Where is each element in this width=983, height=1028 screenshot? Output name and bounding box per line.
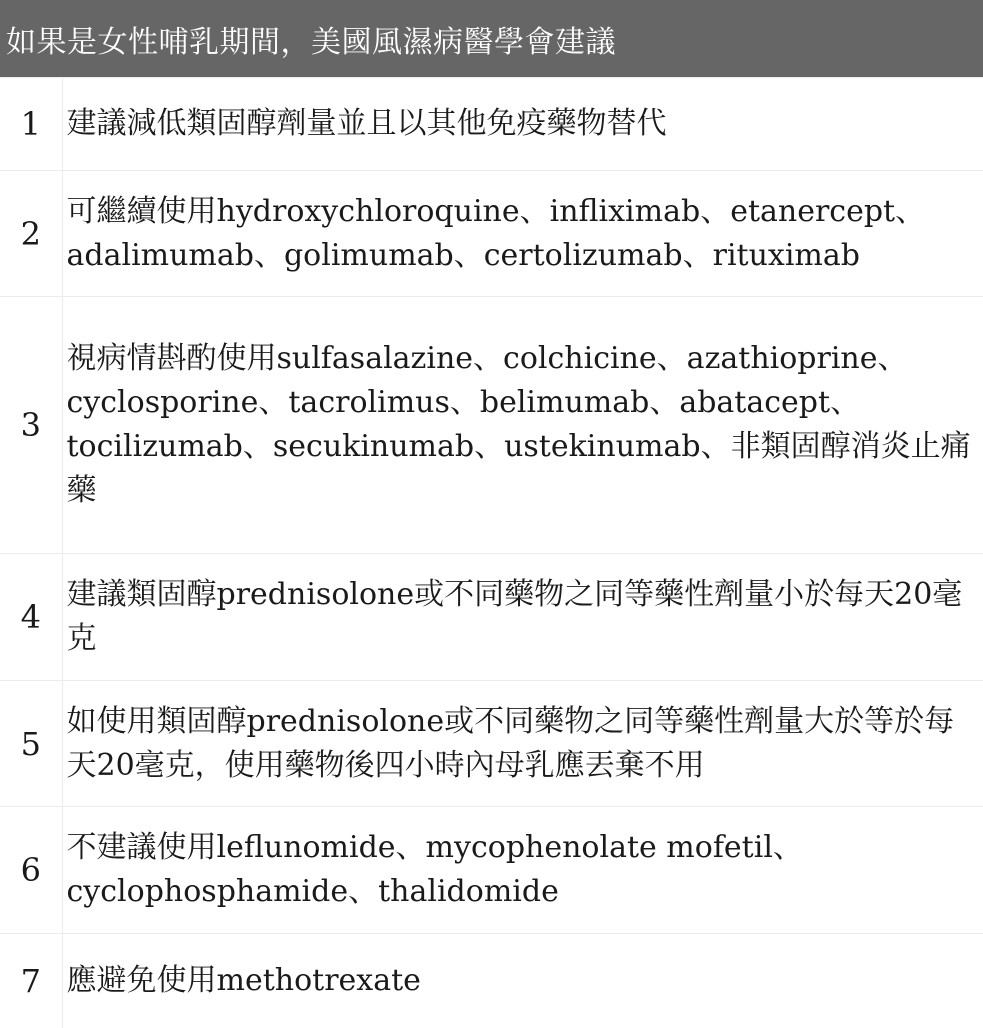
table-row: [0, 681, 983, 807]
header-title: 如果是女性哺乳期間，美國風濕病醫學會建議: [6, 17, 616, 61]
row-text: 不建議使用leflunomide、mycophenolate mofetil、cyclophosphamide、thalidomide: [62, 807, 983, 934]
row-number: 3: [0, 297, 62, 554]
table-row: [0, 171, 983, 297]
row-text: 如使用類固醇prednisolone或不同藥物之同等藥性劑量大於等於每天20毫克，使用藥物後四小時內母乳應丟棄不用: [62, 681, 983, 807]
row-text: 建議減低類固醇劑量並且以其他免疫藥物替代: [62, 78, 983, 171]
table-row: [0, 807, 983, 934]
row-text: 應避免使用methotrexate: [62, 934, 983, 1028]
row-text: 建議類固醇prednisolone或不同藥物之同等藥性劑量小於每天20毫克: [62, 554, 983, 681]
row-text: 可繼續使用hydroxychloroquine、infliximab、etanercept、adalimumab、golimumab、certolizumab、rituximab: [62, 171, 983, 297]
table-row: [0, 78, 983, 171]
row-number: 6: [0, 807, 62, 934]
row-number: 7: [0, 934, 62, 1028]
row-number: 1: [0, 78, 62, 171]
table-row: [0, 934, 983, 1028]
table-row: [0, 297, 983, 554]
row-text: 視病情斟酌使用sulfasalazine、colchicine、azathioprine、cyclosporine、tacrolimus、belimumab、abatacept、tocilizumab、secukinumab、ustekinumab、非類固醇消炎止痛藥: [62, 297, 983, 554]
row-number: 5: [0, 681, 62, 807]
table-header: [0, 0, 983, 77]
row-number: 4: [0, 554, 62, 681]
recommendation-table: [0, 77, 983, 1028]
row-number: 2: [0, 171, 62, 297]
table-row: [0, 554, 983, 681]
